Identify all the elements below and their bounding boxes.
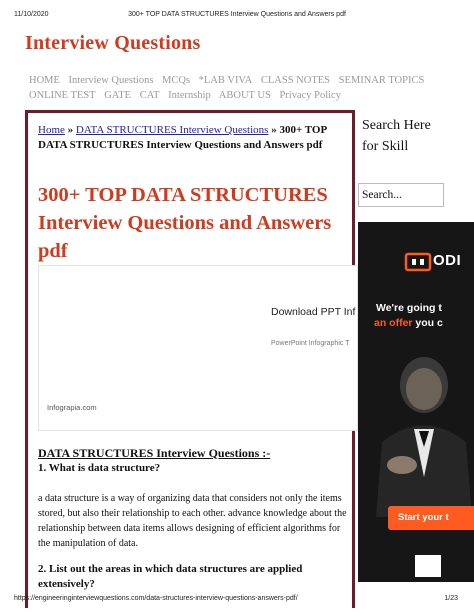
promo-figure-image <box>372 347 474 517</box>
breadcrumb-separator: » <box>64 124 76 136</box>
nav-item-about-us[interactable]: ABOUT US <box>218 90 271 101</box>
ad-headline[interactable]: Download PPT Inf <box>271 306 356 318</box>
print-url: https://engineeringinterviewquestions.com/data-structures-interview-questions-answers-pdf/ <box>14 595 298 602</box>
breadcrumb-home-link[interactable]: Home <box>38 124 65 136</box>
ad-banner[interactable] <box>38 265 358 431</box>
nav-item-seminar-topics[interactable]: SEMINAR TOPICS <box>338 75 425 86</box>
nav-item-online-test[interactable]: ONLINE TEST <box>29 90 96 101</box>
print-page-count: 1/23 <box>444 595 458 602</box>
print-date: 11/10/2020 <box>14 11 49 18</box>
promo-accent-text: an offer <box>374 317 413 329</box>
site-title-link[interactable]: Interview Questions <box>25 32 201 54</box>
question-2: 2. List out the areas in which data structures are applied extensively? <box>38 563 303 590</box>
article-panel <box>25 110 355 608</box>
ad-brand: Infograpia.com <box>47 403 97 412</box>
nav-row-1 <box>29 73 459 88</box>
print-doc-title: 300+ TOP DATA STRUCTURES Interview Questions and Answers pdf <box>128 11 346 18</box>
nav-item-mcqs[interactable]: MCQs <box>162 75 191 86</box>
breadcrumb-category-link[interactable]: DATA STRUCTURES Interview Questions <box>75 124 269 136</box>
nav-item-home[interactable]: HOME <box>29 75 60 86</box>
ad-subline: PowerPoint Infographic T <box>271 340 350 347</box>
search-label: Search Here for Skill <box>362 118 431 154</box>
coding-logo-icon <box>404 252 432 272</box>
nav-item-class-notes[interactable]: CLASS NOTES <box>260 75 331 86</box>
print-header <box>0 9 474 21</box>
breadcrumb <box>38 123 343 153</box>
nav-item-privacy-policy[interactable]: Privacy Policy <box>279 90 341 101</box>
page-title: 300+ TOP DATA STRUCTURES Interview Questions and Answers pdf <box>38 184 332 262</box>
print-footer <box>0 593 474 605</box>
promo-arrow-icon[interactable] <box>415 555 441 577</box>
nav-item-interview-questions[interactable]: Interview Questions <box>68 75 154 86</box>
nav-item-cat[interactable]: CAT <box>139 90 160 101</box>
answer-1: a data structure is a way of organizing data that considers not only the items stored, but also their relationship to each other. advance knowledge about the relationship between data items allows designing of efficient algorithms for the manipulation of data. <box>38 493 347 549</box>
breadcrumb-separator: » <box>268 124 280 136</box>
promo-line-2-rest: you c <box>412 317 443 329</box>
nav-item-lab-viva[interactable]: *LAB VIVA <box>198 75 253 86</box>
main-nav <box>29 73 459 103</box>
promo-line-2 <box>374 317 443 329</box>
search-input[interactable] <box>358 183 444 207</box>
promo-cta-button[interactable]: Start your t <box>388 506 474 530</box>
nav-row-2 <box>29 88 459 103</box>
breadcrumb-current: 300+ TOP DATA STRUCTURES Interview Questions and Answers pdf <box>38 124 327 151</box>
promo-ad[interactable] <box>358 222 474 582</box>
section-heading: DATA STRUCTURES Interview Questions :- <box>38 446 271 460</box>
promo-line-1: We're going t <box>376 302 442 314</box>
promo-logo-text: ODI <box>433 252 462 269</box>
nav-item-internship[interactable]: Internship <box>168 90 211 101</box>
nav-item-gate[interactable]: GATE <box>104 90 132 101</box>
question-1: 1. What is data structure? <box>38 462 161 474</box>
